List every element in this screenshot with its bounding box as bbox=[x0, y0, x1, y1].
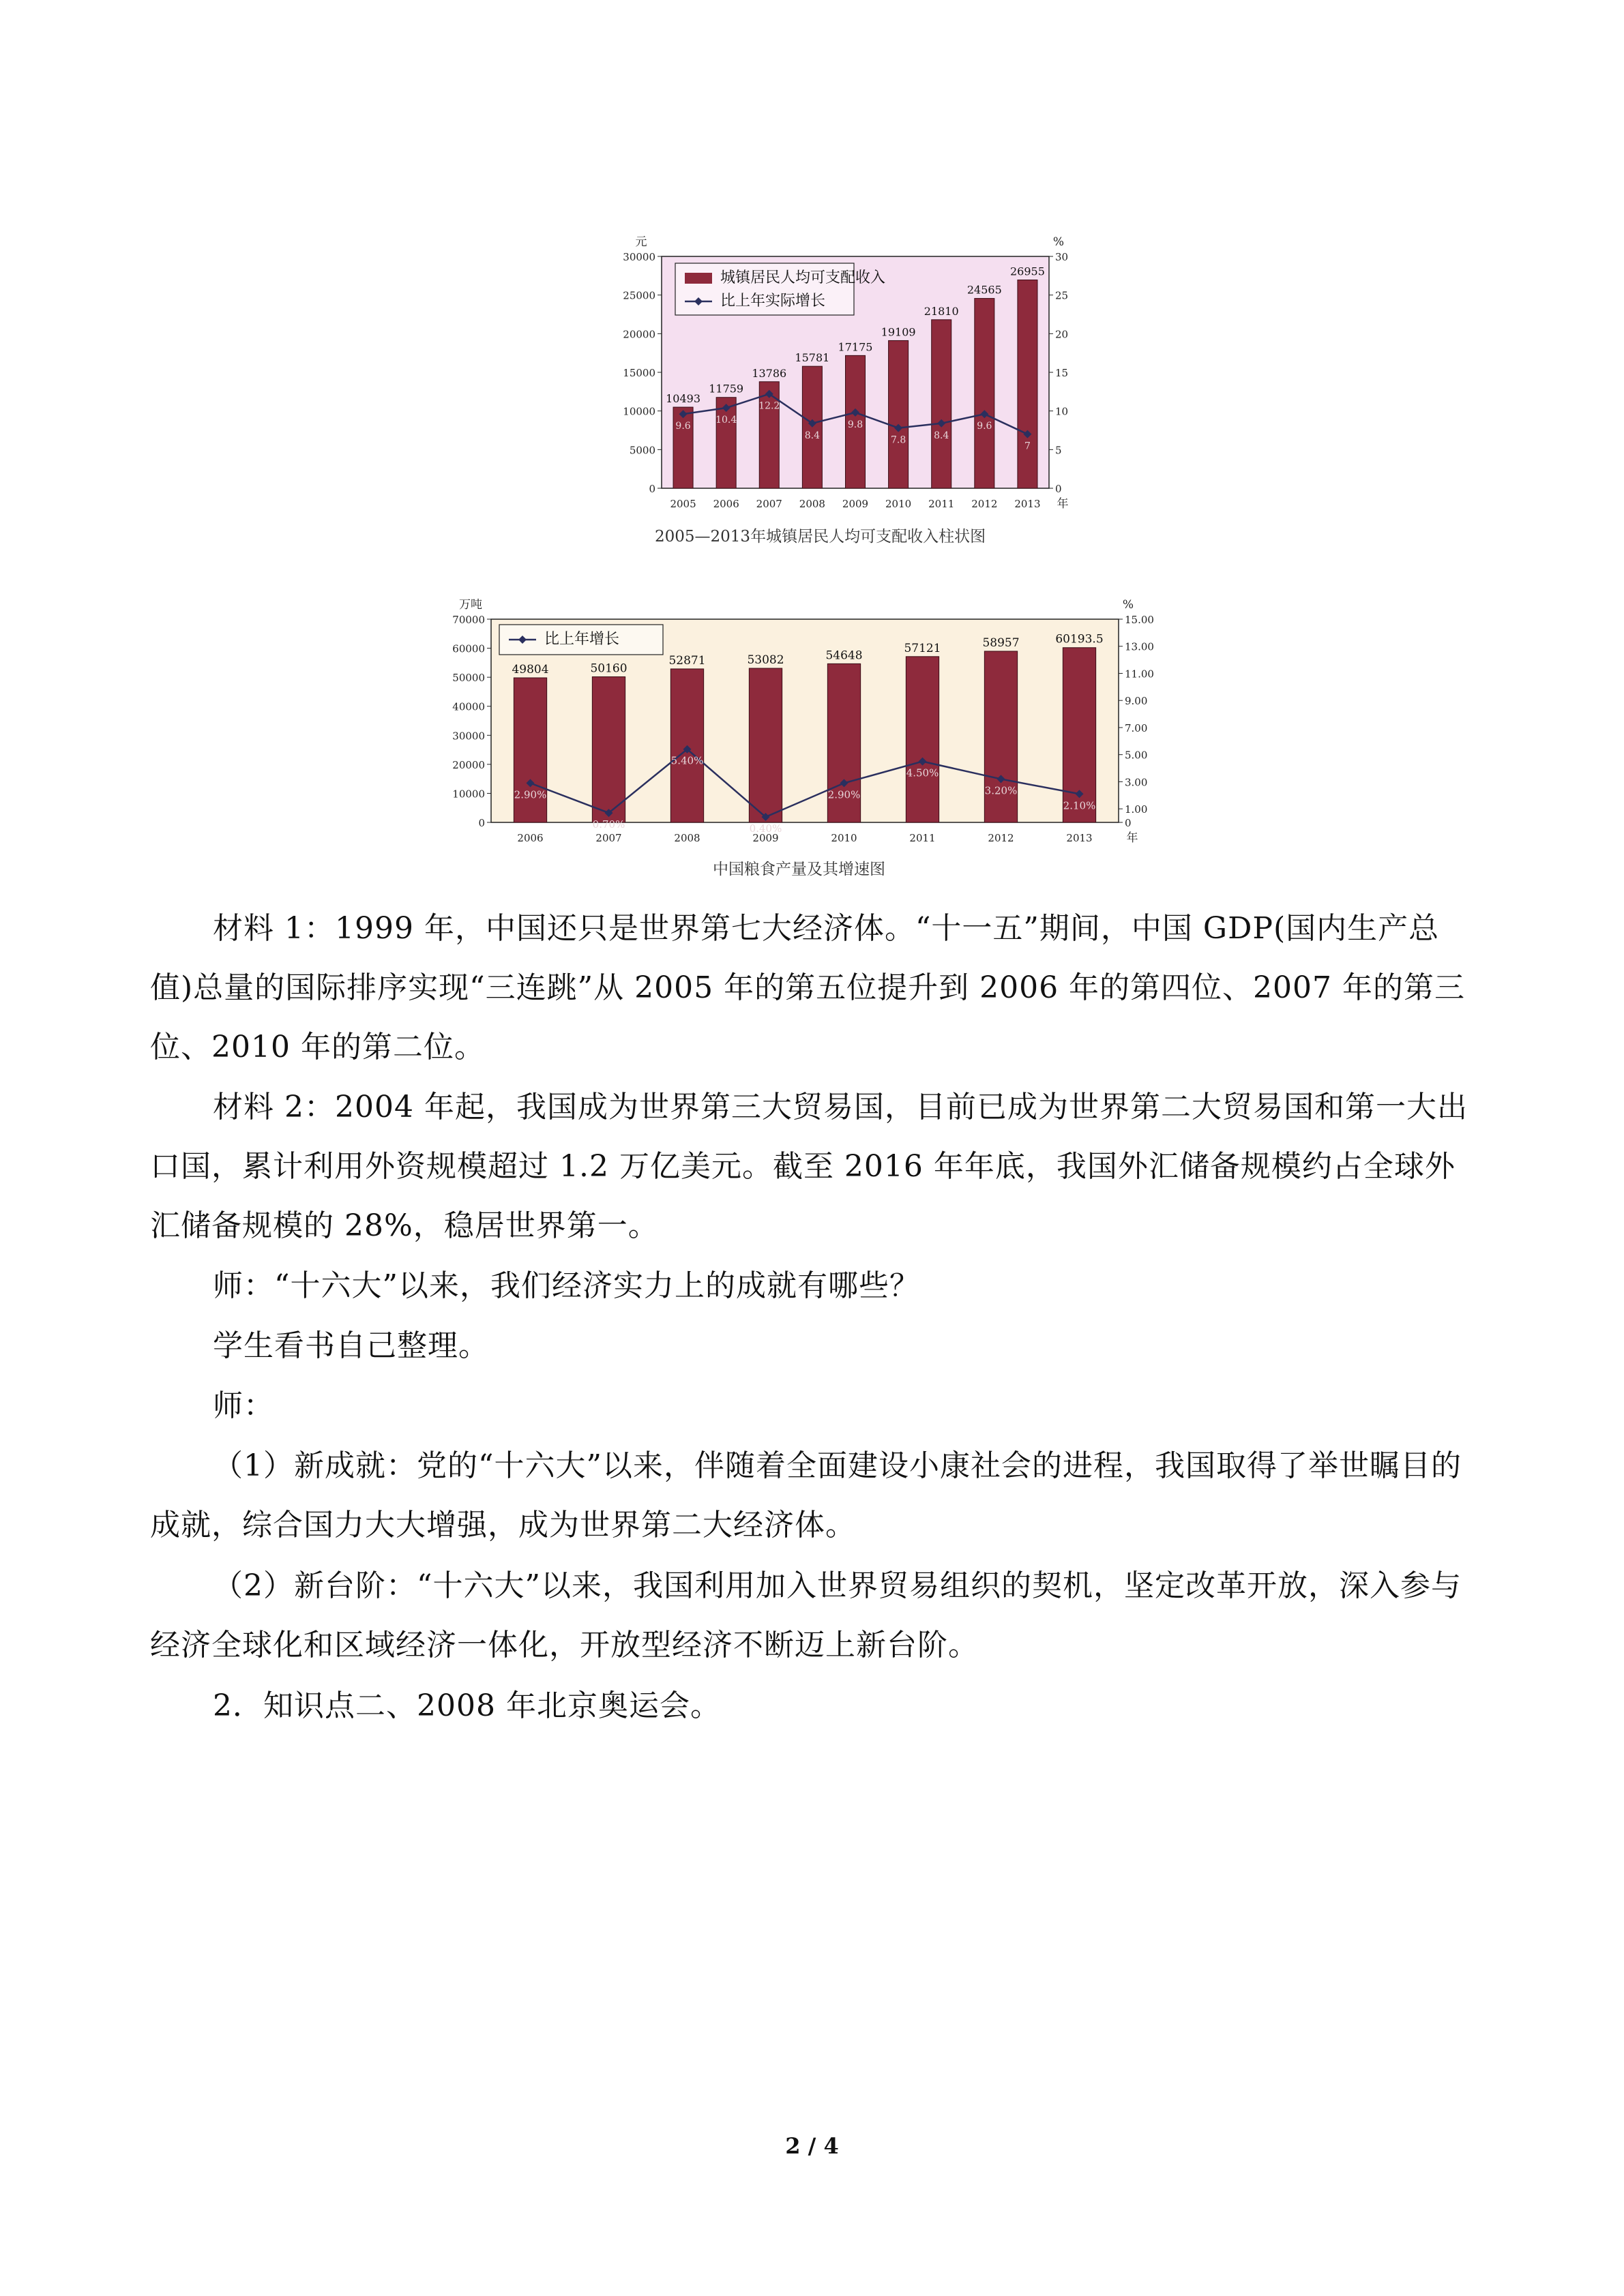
y-axis-unit: 元 bbox=[635, 235, 647, 249]
bar bbox=[1018, 280, 1037, 488]
growth-value-label: 0.70% bbox=[592, 818, 625, 831]
y2-tick-label: 1.00 bbox=[1125, 803, 1148, 816]
x-tick-label: 2007 bbox=[595, 832, 622, 844]
y-tick-label: 60000 bbox=[452, 642, 485, 655]
y2-axis-unit: % bbox=[1122, 598, 1134, 612]
y-tick-label: 40000 bbox=[452, 700, 485, 713]
growth-value-label: 5.40% bbox=[670, 754, 704, 767]
x-tick-label: 2006 bbox=[713, 498, 739, 510]
y-tick-label: 0 bbox=[478, 817, 485, 829]
y-tick-label: 50000 bbox=[452, 672, 485, 685]
bar bbox=[889, 340, 909, 488]
bar-value-label: 10493 bbox=[666, 392, 701, 406]
grain-chart bbox=[437, 585, 1173, 852]
y2-tick-label: 5 bbox=[1055, 444, 1062, 457]
y-tick-label: 0 bbox=[649, 483, 655, 495]
bar-value-label: 60193.5 bbox=[1055, 632, 1104, 646]
legend-bar-swatch bbox=[685, 273, 712, 284]
x-tick-label: 2011 bbox=[928, 498, 955, 510]
teacher-label: 师： bbox=[213, 1388, 274, 1423]
bar-value-label: 50160 bbox=[590, 661, 628, 676]
x-axis-unit: 年 bbox=[1057, 497, 1069, 511]
knowledge-point-2: 2．知识点二、2008 年北京奥运会。 bbox=[213, 1688, 721, 1723]
bar-value-label: 49804 bbox=[512, 662, 549, 676]
y2-tick-label: 15 bbox=[1055, 367, 1069, 379]
y2-tick-label: 5.00 bbox=[1125, 749, 1148, 762]
growth-value-label: 9.6 bbox=[675, 421, 691, 432]
x-tick-label: 2009 bbox=[752, 832, 779, 844]
y2-tick-label: 30 bbox=[1055, 251, 1069, 263]
new-achievement-paragraph: （1）新成就：党的“十六大”以来，伴随着全面建设小康社会的进程，我国取得了举世瞩目的成就，综合国力大大增强，成为世界第二大经济体。 bbox=[150, 1448, 1462, 1542]
x-tick-label: 2009 bbox=[842, 498, 869, 510]
growth-value-label: 7 bbox=[1024, 441, 1031, 452]
y-tick-label: 20000 bbox=[452, 758, 485, 771]
x-tick-label: 2011 bbox=[909, 832, 936, 844]
x-tick-label: 2007 bbox=[756, 498, 782, 510]
growth-value-label: 2.90% bbox=[514, 788, 547, 801]
bar bbox=[673, 407, 693, 488]
growth-value-label: 3.20% bbox=[984, 784, 1018, 797]
legend-bar-label: 城镇居民人均可支配收入 bbox=[720, 269, 886, 286]
bar-value-label: 58957 bbox=[982, 636, 1020, 651]
y-tick-label: 10000 bbox=[623, 405, 655, 418]
y-tick-label: 25000 bbox=[623, 289, 655, 302]
bar bbox=[932, 320, 951, 488]
y2-tick-label: 7.00 bbox=[1125, 721, 1148, 734]
bar bbox=[749, 668, 782, 822]
material-2-paragraph: 材料 2：2004 年起，我国成为世界第三大贸易国，目前已成为世界第二大贸易国和第一大出口国，累计利用外资规模超过 1.2 万亿美元。截至 2016 年年底，我国外汇储备规模约占全球外汇储备规模的 28%，稳居世界第一。 bbox=[150, 1090, 1468, 1243]
growth-value-label: 12.2 bbox=[758, 400, 780, 412]
x-axis-unit: 年 bbox=[1126, 831, 1138, 845]
y2-tick-label: 9.00 bbox=[1125, 695, 1148, 708]
growth-value-label: 9.6 bbox=[977, 421, 992, 432]
bar-value-label: 24565 bbox=[966, 283, 1002, 297]
bar-value-label: 52871 bbox=[668, 653, 706, 668]
growth-value-label: 9.8 bbox=[847, 419, 863, 430]
bar bbox=[906, 657, 939, 822]
x-tick-label: 2012 bbox=[988, 832, 1014, 844]
y2-tick-label: 0 bbox=[1125, 817, 1132, 829]
y2-tick-label: 0 bbox=[1055, 483, 1062, 495]
bar-value-label: 19109 bbox=[881, 325, 916, 339]
income-chart bbox=[607, 225, 1084, 511]
y-tick-label: 5000 bbox=[629, 444, 655, 457]
student-activity: 学生看书自己整理。 bbox=[213, 1328, 489, 1363]
bar-value-label: 17175 bbox=[838, 340, 873, 354]
growth-value-label: 7.8 bbox=[890, 434, 906, 446]
y2-tick-label: 25 bbox=[1055, 289, 1069, 302]
bar bbox=[975, 299, 994, 488]
y2-tick-label: 10 bbox=[1055, 405, 1069, 418]
page-number: 2 / 4 bbox=[785, 2133, 839, 2159]
bar-value-label: 26955 bbox=[1009, 265, 1045, 278]
x-tick-label: 2008 bbox=[799, 498, 825, 510]
y-tick-label: 70000 bbox=[452, 614, 485, 626]
new-level-paragraph: （2）新台阶：“十六大”以来，我国利用加入世界贸易组织的契机，坚定改革开放，深入参与经济全球化和区域经济一体化，开放型经济不断迈上新台阶。 bbox=[150, 1568, 1462, 1663]
y-tick-label: 15000 bbox=[623, 367, 655, 379]
bar-value-label: 54648 bbox=[825, 648, 863, 663]
grain-chart-caption: 中国粮食产量及其增速图 bbox=[713, 861, 885, 878]
bar-value-label: 57121 bbox=[904, 641, 941, 655]
x-tick-label: 2012 bbox=[971, 498, 998, 510]
y2-tick-label: 20 bbox=[1055, 328, 1069, 341]
x-tick-label: 2013 bbox=[1066, 832, 1093, 844]
teacher-question: 师：“十六大”以来，我们经济实力上的成就有哪些？ bbox=[213, 1268, 920, 1303]
y2-tick-label: 11.00 bbox=[1125, 668, 1154, 681]
growth-value-label: 8.4 bbox=[804, 430, 821, 441]
legend-line-label: 比上年增长 bbox=[544, 631, 620, 648]
x-tick-label: 2010 bbox=[831, 832, 857, 844]
legend-line-label: 比上年实际增长 bbox=[720, 293, 826, 310]
y2-tick-label: 15.00 bbox=[1125, 614, 1154, 626]
bar-value-label: 53082 bbox=[747, 653, 784, 668]
grain-chart-svg bbox=[437, 585, 1173, 852]
income-chart-svg bbox=[607, 225, 1084, 511]
bar-value-label: 15781 bbox=[795, 351, 830, 365]
material-1-paragraph: 材料 1：1999 年，中国还只是世界第七大经济体。“十一五”期间，中国 GDP(国内生产总值)总量的国际排序实现“三连跳”从 2005 年的第五位提升到 2006 年的第四位、2007 年的第三位、2010 年的第二位。 bbox=[150, 911, 1466, 1064]
y-axis-unit: 万吨 bbox=[459, 598, 482, 612]
bar-value-label: 21810 bbox=[924, 304, 959, 318]
growth-value-label: 0.40% bbox=[749, 822, 782, 835]
growth-value-label: 4.50% bbox=[906, 766, 939, 779]
bar-value-label: 11759 bbox=[709, 382, 744, 396]
x-tick-label: 2008 bbox=[674, 832, 700, 844]
income-chart-caption: 2005—2013年城镇居民人均可支配收入柱状图 bbox=[655, 528, 986, 546]
y2-tick-label: 3.00 bbox=[1125, 776, 1148, 789]
growth-value-label: 2.90% bbox=[827, 788, 861, 801]
x-tick-label: 2010 bbox=[885, 498, 912, 510]
y-tick-label: 30000 bbox=[452, 730, 485, 743]
bar bbox=[592, 676, 625, 822]
growth-value-label: 2.10% bbox=[1063, 799, 1096, 812]
y2-tick-label: 13.00 bbox=[1125, 640, 1154, 653]
growth-value-label: 10.4 bbox=[715, 415, 737, 426]
y-tick-label: 10000 bbox=[452, 788, 485, 801]
bar-value-label: 13786 bbox=[752, 366, 787, 380]
y2-axis-unit: % bbox=[1052, 235, 1065, 249]
growth-value-label: 8.4 bbox=[934, 430, 949, 441]
x-tick-label: 2013 bbox=[1014, 498, 1041, 510]
x-tick-label: 2006 bbox=[517, 832, 544, 844]
x-tick-label: 2005 bbox=[670, 498, 696, 510]
y-tick-label: 30000 bbox=[623, 251, 655, 263]
y-tick-label: 20000 bbox=[623, 328, 655, 341]
